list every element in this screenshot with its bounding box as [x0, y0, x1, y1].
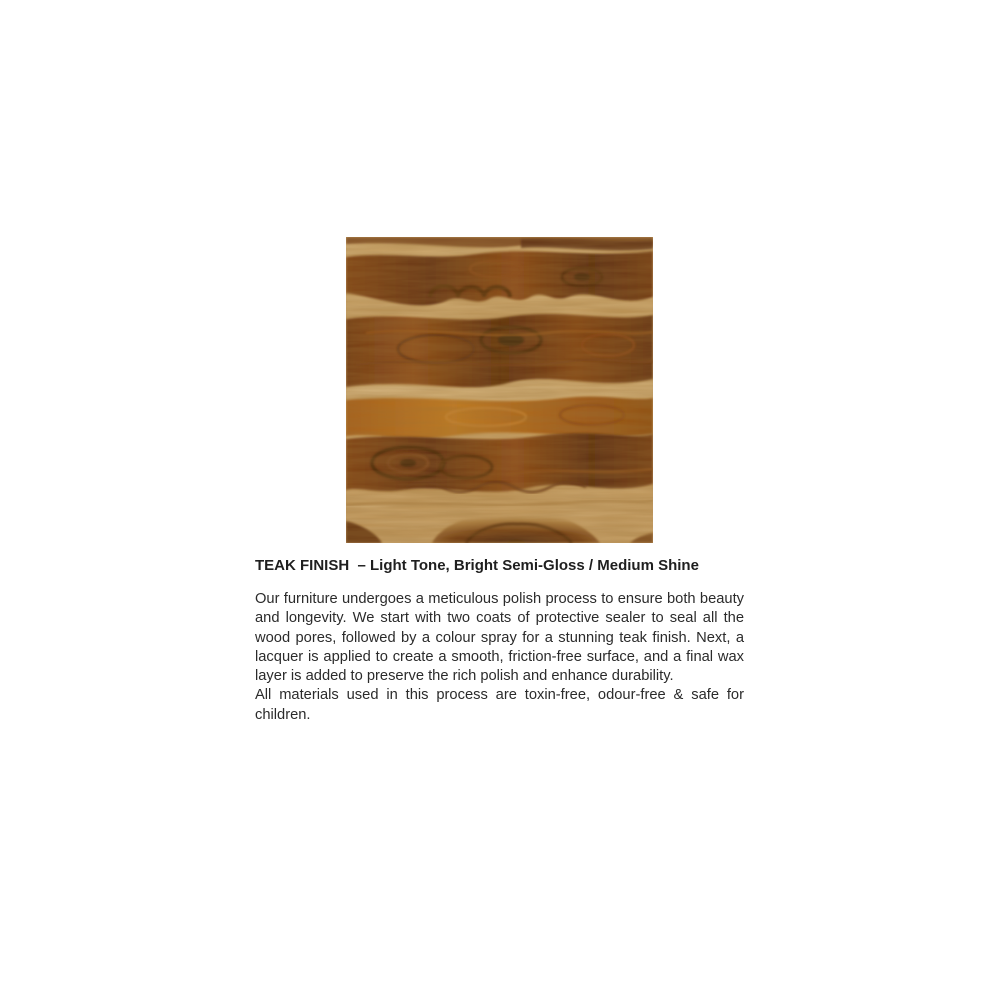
safety-note-paragraph: All materials used in this process are toxin-free, odour-free & safe for children. [255, 687, 744, 723]
wood-grain-svg [346, 237, 653, 543]
finish-process-paragraph: Our furniture undergoes a meticulous polish process to ensure both beauty and longevity. We start with two coats of protective sealer to seal all the wood pores, followed by a colour spray for a stunning teak finish. Next, a lacquer is applied to create a smooth, friction-free surface, and a final wax layer is added to preserve the rich polish and enhance durability. [255, 591, 744, 685]
finish-heading: TEAK FINISH – Light Tone, Bright Semi-Gloss / Medium Shine [255, 557, 699, 574]
product-finish-description [255, 555, 744, 725]
teak-wood-sample-image [346, 237, 653, 543]
